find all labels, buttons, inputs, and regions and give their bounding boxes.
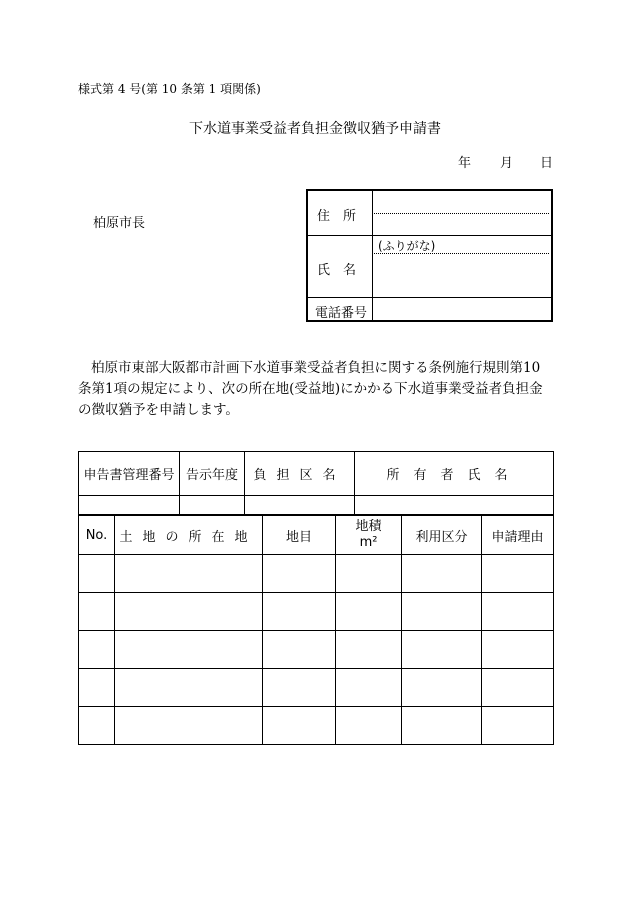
row-cell[interactable] — [79, 555, 115, 593]
name-field[interactable] — [376, 263, 547, 279]
header-management-number: 申告書管理番号 — [79, 452, 180, 496]
header-notice-year: 告示年度 — [180, 452, 245, 496]
table-row — [79, 555, 554, 593]
row-cell[interactable] — [79, 707, 115, 745]
row-cell[interactable] — [79, 631, 115, 669]
furigana-field[interactable] — [448, 237, 547, 253]
management-number-cell[interactable] — [79, 496, 180, 515]
table-row — [79, 593, 554, 631]
address-field[interactable] — [376, 203, 547, 219]
row-cell[interactable] — [402, 555, 482, 593]
row-cell[interactable] — [336, 631, 402, 669]
row-cell[interactable] — [482, 593, 554, 631]
burden-district-cell[interactable] — [245, 496, 355, 515]
header-burden-district: 負担区名 — [245, 452, 355, 496]
row-cell[interactable] — [336, 555, 402, 593]
row-cell[interactable] — [263, 707, 336, 745]
phone-field[interactable] — [376, 302, 547, 318]
row-cell[interactable] — [263, 555, 336, 593]
addressee: 柏原市長 — [93, 216, 146, 231]
notice-year-cell[interactable] — [180, 496, 245, 515]
header-land-category: 地目 — [263, 516, 336, 555]
date-year-label: 年 — [458, 156, 472, 171]
header-usage-class: 利用区分 — [402, 516, 482, 555]
row-cell[interactable] — [336, 669, 402, 707]
applicant-box — [306, 189, 553, 322]
row-cell[interactable] — [115, 555, 263, 593]
date-day-label: 日 — [540, 156, 554, 171]
furigana-label: (ふりがな) — [378, 239, 436, 253]
row-cell[interactable] — [402, 631, 482, 669]
row-cell[interactable] — [79, 669, 115, 707]
row-cell[interactable] — [263, 593, 336, 631]
phone-label: 電話番号 — [315, 306, 368, 321]
header-area-label: 地積 — [355, 519, 382, 534]
row-cell[interactable] — [115, 669, 263, 707]
row-cell[interactable] — [482, 669, 554, 707]
row-cell[interactable] — [402, 669, 482, 707]
header-land-location: 土地の所在地 — [115, 516, 263, 555]
row-cell[interactable] — [115, 707, 263, 745]
header-reason: 申請理由 — [482, 516, 554, 555]
row-cell[interactable] — [263, 631, 336, 669]
row-cell[interactable] — [79, 593, 115, 631]
name-label: 氏 名 — [317, 263, 357, 278]
owner-name-cell[interactable] — [355, 496, 554, 515]
header-no: No. — [79, 516, 115, 555]
row-cell[interactable] — [336, 593, 402, 631]
row-cell[interactable] — [482, 707, 554, 745]
header-owner-name: 所有者氏名 — [355, 452, 554, 496]
row-cell[interactable] — [336, 707, 402, 745]
document-title: 下水道事業受益者負担金徴収猶予申請書 — [189, 121, 441, 137]
row-cell[interactable] — [482, 555, 554, 593]
header-area — [336, 516, 402, 555]
date-month-label: 月 — [500, 156, 514, 171]
table-row — [79, 631, 554, 669]
header-area-unit: m² — [359, 535, 378, 550]
table-row — [79, 707, 554, 745]
row-cell[interactable] — [402, 593, 482, 631]
form-number: 様式第 4 号(第 10 条第 1 項関係) — [78, 82, 261, 96]
row-cell[interactable] — [482, 631, 554, 669]
row-cell[interactable] — [263, 669, 336, 707]
info-table — [78, 451, 554, 515]
application-statement: 柏原市東部大阪都市計画下水道事業受益者負担に関する条例施行規則第10条第1項の規定により、次の所在地(受益地)にかかる下水道事業受益者負担金の徴収猶予を申請します。 — [78, 360, 543, 418]
table-row — [79, 669, 554, 707]
land-table — [78, 515, 554, 745]
row-cell[interactable] — [115, 631, 263, 669]
row-cell[interactable] — [402, 707, 482, 745]
address-label: 住 所 — [317, 209, 357, 224]
row-cell[interactable] — [115, 593, 263, 631]
